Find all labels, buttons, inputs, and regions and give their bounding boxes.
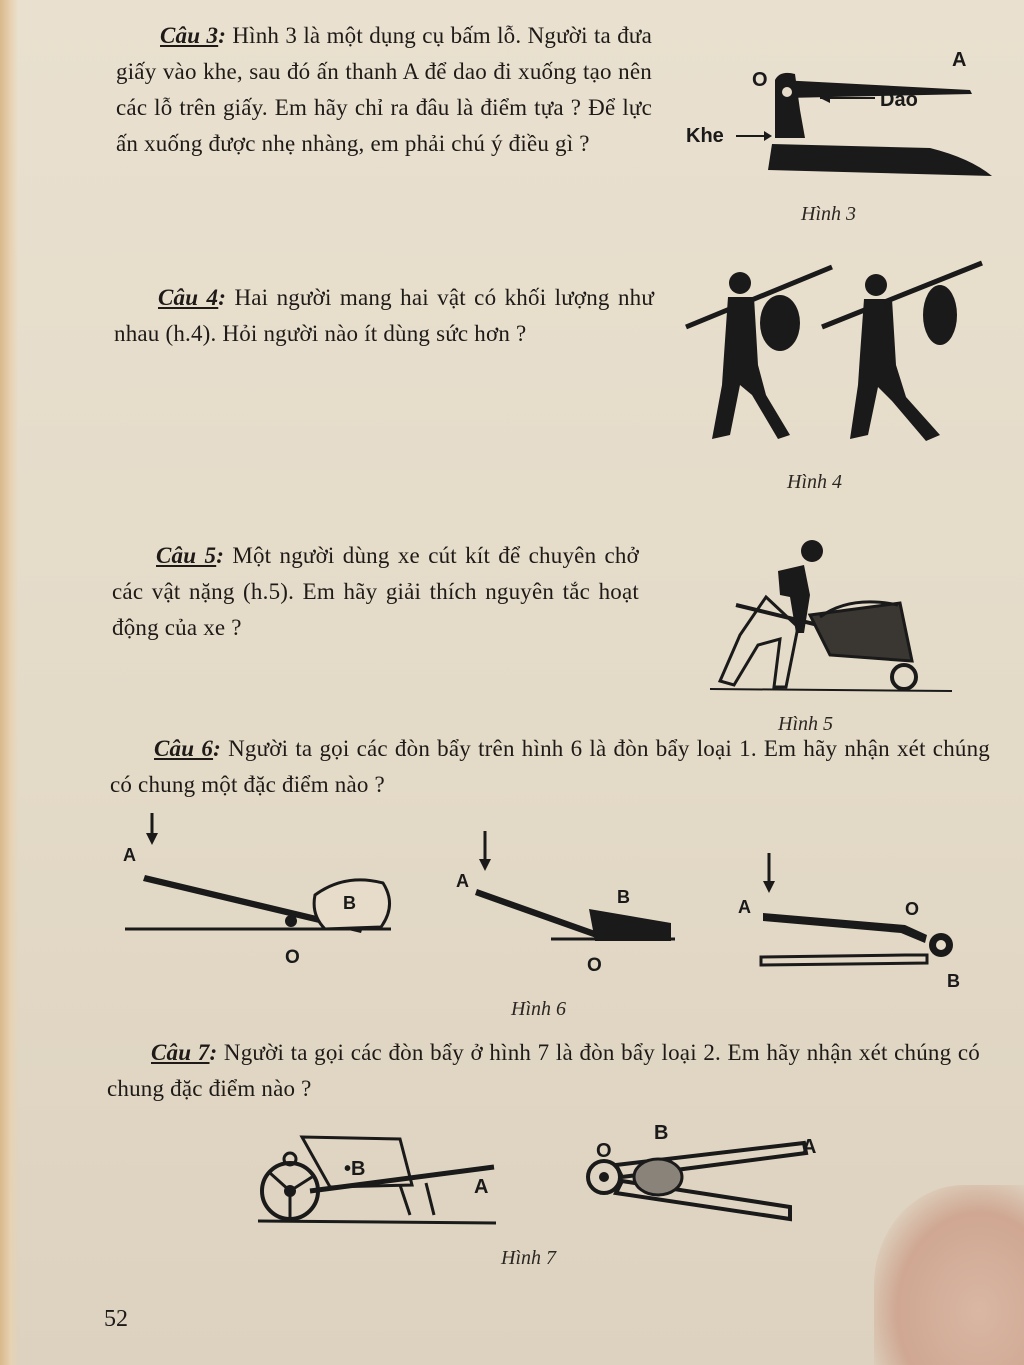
thumb bbox=[874, 1185, 1024, 1365]
label-b: B bbox=[343, 893, 356, 913]
label-b: B bbox=[654, 1122, 669, 1144]
page-number: 52 bbox=[104, 1306, 128, 1332]
label-a: A bbox=[952, 49, 967, 71]
question-text: Hình 3 là một dụng cụ bấm lỗ. Người ta đưa giấy vào khe, sau đó ấn thanh A để dao đi xuống tạo nên các lỗ trên giấy. Em hãy chỉ ra đâu là điểm tựa ? Để lực ấn xuống được nhẹ nhàng, em phải chú ý điều gì ? bbox=[116, 23, 652, 156]
label-b: B bbox=[617, 887, 630, 907]
head-2 bbox=[865, 274, 887, 296]
question-label: Câu 6 bbox=[154, 736, 214, 761]
label-a: A bbox=[802, 1136, 817, 1158]
ground bbox=[710, 689, 952, 691]
figure-4-two-carriers bbox=[682, 255, 992, 450]
label-b: •B bbox=[344, 1158, 366, 1180]
label-o: O bbox=[752, 69, 768, 91]
label-a: A bbox=[456, 871, 469, 891]
lever-crowbar bbox=[456, 831, 675, 976]
pole-2 bbox=[822, 263, 982, 327]
question-6: Câu 6: Người ta gọi các đòn bẩy trên hình 6 là đòn bẩy loại 1. Em hãy nhận xét chúng có chung một đặc điểm nào ? bbox=[110, 736, 990, 797]
head-1 bbox=[729, 272, 751, 294]
figure-3-hole-punch bbox=[680, 40, 1000, 190]
figure-6-caption: Hình 6 bbox=[511, 998, 566, 1020]
bundle-2 bbox=[923, 285, 957, 345]
question-3: Câu 3: Hình 3 là một dụng cụ bấm lỗ. Người ta đưa giấy vào khe, sau đó ấn thanh A để dao đi xuống tạo nên các lỗ trên giấy. Em hãy chỉ ra đâu là điểm tựa ? Để lực ấn xuống được nhẹ nhàng, em phải chú ý điều gì ? bbox=[116, 23, 652, 156]
label-dao: Dao bbox=[880, 89, 918, 111]
lever-pincers bbox=[738, 853, 960, 991]
bundle-1 bbox=[760, 295, 800, 351]
question-label: Câu 7 bbox=[151, 1040, 210, 1065]
figure-7-class2-levers bbox=[250, 1115, 830, 1230]
question-label: Câu 4 bbox=[158, 285, 219, 310]
label-o: O bbox=[596, 1140, 612, 1162]
question-label: Câu 5 bbox=[156, 543, 217, 568]
label-o: O bbox=[587, 955, 602, 976]
figure-5-caption: Hình 5 bbox=[778, 713, 833, 735]
lever-bar bbox=[780, 80, 972, 98]
figure-5-wheelbarrow bbox=[700, 535, 960, 700]
figure-7-caption: Hình 7 bbox=[501, 1247, 556, 1269]
label-khe: Khe bbox=[686, 125, 724, 147]
pivot-pin bbox=[782, 87, 792, 97]
figure-6-class1-levers bbox=[115, 805, 975, 1000]
lever-rock bbox=[123, 813, 391, 968]
question-5: Câu 5: Một người dùng xe cút kít để chuyên chở các vật nặng (h.5). Em hãy giải thích nguyên tắc hoạt động của xe ? bbox=[112, 543, 639, 640]
label-a: A bbox=[474, 1176, 489, 1198]
page-edge bbox=[0, 0, 18, 1365]
question-text: Một người dùng xe cút kít để chuyên chở các vật nặng (h.5). Em hãy giải thích nguyên tắc hoạt động của xe ? bbox=[112, 543, 639, 640]
wheel bbox=[892, 665, 916, 689]
question-text: Hai người mang hai vật có khối lượng như nhau (h.4). Hỏi người nào ít dùng sức hơn ? bbox=[114, 285, 655, 346]
lever-wheelbarrow bbox=[258, 1137, 496, 1223]
question-text: Người ta gọi các đòn bẩy trên hình 6 là đòn bẩy loại 1. Em hãy nhận xét chúng có chung một đặc điểm nào ? bbox=[110, 736, 990, 797]
label-o: O bbox=[905, 899, 920, 919]
question-7: Câu 7: Người ta gọi các đòn bẩy ở hình 7 là đòn bẩy loại 2. Em hãy nhận xét chúng có chung đặc điểm nào ? bbox=[107, 1040, 981, 1101]
pole-1 bbox=[686, 267, 832, 327]
punch-base bbox=[768, 144, 992, 176]
label-b: B bbox=[947, 971, 960, 991]
label-a: A bbox=[738, 897, 751, 917]
lever-nutcracker bbox=[588, 1122, 816, 1219]
label-o: O bbox=[285, 947, 300, 968]
figure-4-caption: Hình 4 bbox=[787, 471, 842, 493]
question-label: Câu 3 bbox=[160, 23, 219, 48]
label-a: A bbox=[123, 845, 136, 865]
head bbox=[801, 540, 823, 562]
question-4: Câu 4: Hai người mang hai vật có khối lượng như nhau (h.4). Hỏi người nào ít dùng sức hơn ? bbox=[114, 285, 655, 346]
question-text: Người ta gọi các đòn bẩy ở hình 7 là đòn bẩy loại 2. Em hãy nhận xét chúng có chung đặc điểm nào ? bbox=[107, 1040, 981, 1101]
figure-3-caption: Hình 3 bbox=[801, 203, 856, 225]
